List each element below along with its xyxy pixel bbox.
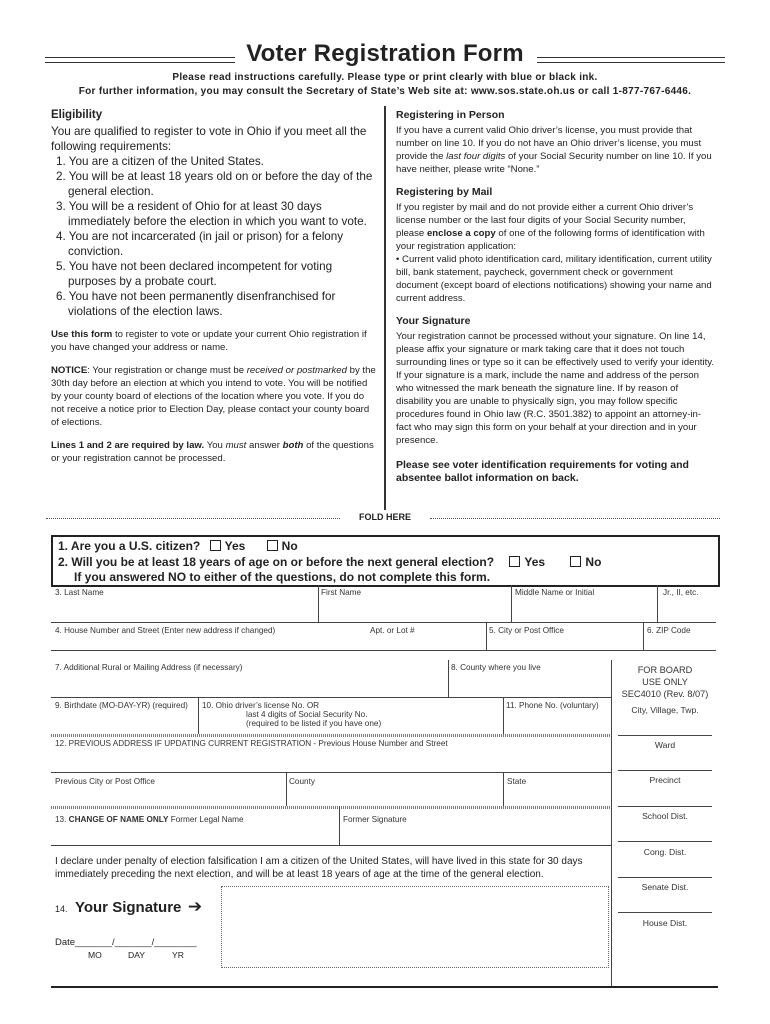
- eligibility-intro: You are qualified to register to vote in Ohio if you meet all the following requirements:: [51, 125, 367, 153]
- row-rule: [51, 845, 611, 846]
- col-rule: [339, 806, 340, 845]
- use-this-form-text: Use this form to register to vote or update your current Ohio registration if you have changed your address or name.: [51, 329, 367, 353]
- zip-field[interactable]: 6. ZIP Code: [647, 626, 691, 635]
- notice-text: NOTICE: Your registration or change must be received or postmarked by the 30th day before an election at which you intend to vote. You will be notified by your county board of elections of the location where you vote. If you do not receive a notice prior to Election Day, please contact your county board of elections.: [51, 365, 376, 428]
- register-in-person-text: If you have a current valid Ohio driver’s license, you must provide that number on line 10. If you do not have an Ohio driver’s license, you must provide the last four digits of your Social Security number on line 10. If you have neither, please write “None.”: [396, 125, 712, 175]
- signature-box[interactable]: [221, 886, 609, 968]
- row-rule: [51, 772, 611, 773]
- apt-field[interactable]: Apt. or Lot #: [370, 626, 415, 635]
- board-rule: [618, 735, 712, 736]
- form-bottom-rule: [51, 986, 718, 988]
- col-rule: [448, 660, 449, 697]
- county-field[interactable]: 8. County where you live: [451, 663, 541, 672]
- rural-address-field[interactable]: 7. Additional Rural or Mailing Address (if necessary): [55, 663, 243, 672]
- id-bullet: • Current valid photo identification card, military identification, current utility bill, bank statement, paycheck, government check or government document (except board of elections notifications) showing your name and current address.: [396, 254, 712, 304]
- col-rule: [486, 622, 487, 650]
- register-by-mail-heading: Registering by Mail: [396, 186, 493, 198]
- citizen-yes-checkbox[interactable]: [210, 540, 221, 551]
- question-citizen: 1. Are you a U.S. citizen? Yes No: [58, 539, 298, 553]
- requirement-item: 3. You will be a resident of Ohio for at least 30 days immediately before the election in which you want to vote.: [56, 200, 367, 228]
- row-rule: [51, 697, 611, 698]
- lines-required-text: Lines 1 and 2 are required by law. You must answer both of the questions or your registration cannot be processed.: [51, 440, 374, 464]
- requirement-item: 1. You are a citizen of the United States.: [56, 155, 264, 168]
- question-note: If you answered NO to either of the questions, do not complete this form.: [74, 570, 491, 584]
- previous-city-field[interactable]: Previous City or Post Office: [55, 777, 155, 786]
- col-rule: [318, 585, 319, 622]
- date-day-label: DAY: [128, 950, 146, 960]
- board-house-dist: House Dist.: [642, 918, 688, 928]
- board-use-header: FOR BOARD USE ONLY SEC4010 (Rev. 8/07): [621, 665, 709, 699]
- birthdate-field[interactable]: 9. Birthdate (MO-DAY-YR) (required): [55, 701, 188, 710]
- fold-line-left: [46, 518, 340, 519]
- board-column-rule: [611, 660, 612, 986]
- register-in-person-heading: Registering in Person: [396, 109, 505, 121]
- col-rule: [643, 622, 644, 650]
- board-ward: Ward: [654, 740, 676, 750]
- requirement-item: 6. You have not been permanently disenfranchised for violations of the election laws.: [56, 290, 336, 318]
- instructions-right: [396, 109, 716, 487]
- register-by-mail-text: If you register by mail and do not provide either a current Ohio driver’s license number or the last four digits of your Social Security number, please enclose a copy of one of the following forms of identification with your registration application:: [396, 202, 705, 252]
- previous-state-field[interactable]: State: [507, 777, 527, 786]
- page-title: Voter Registration Form: [0, 40, 770, 68]
- board-rule: [618, 770, 712, 771]
- requirements-list: [51, 154, 379, 319]
- date-month-label: MO: [88, 950, 102, 960]
- first-name-field[interactable]: First Name: [321, 588, 362, 597]
- former-signature-field[interactable]: Former Signature: [343, 815, 407, 824]
- voter-id-note: Please see voter identification requirements for voting and absentee ballot information on back.: [396, 459, 689, 484]
- city-field[interactable]: 5. City or Post Office: [489, 626, 564, 635]
- arrow-right-icon: ➔: [187, 897, 203, 916]
- col-rule: [198, 697, 199, 734]
- board-city-village: City, Village, Twp.: [631, 705, 699, 715]
- eligibility-heading: Eligibility: [51, 109, 103, 121]
- phone-field[interactable]: 11. Phone No. (voluntary): [506, 701, 599, 710]
- col-rule: [657, 585, 658, 622]
- your-signature-heading: Your Signature: [396, 315, 471, 327]
- board-rule: [618, 912, 712, 913]
- row-rule: [51, 650, 716, 651]
- date-year-label: YR: [172, 950, 184, 960]
- board-precinct: Precinct: [649, 775, 681, 785]
- board-rule: [618, 877, 712, 878]
- signature-label: 14. Your Signature ➔: [55, 897, 203, 916]
- declaration-text: I declare under penalty of election falsification I am a citizen of the United States, will have lived in this state for 30 days immediately preceding the next election, and will be at least 18 years of age at the time of the general election.: [55, 856, 583, 880]
- license-ssn-field[interactable]: 10. Ohio driver’s license No. OR last 4 digits of Social Security No. (required to be listed if you have one): [202, 701, 382, 728]
- board-rule: [618, 806, 712, 807]
- date-field[interactable]: Date_______/_______/________: [55, 937, 197, 948]
- board-cong-dist: Cong. Dist.: [643, 847, 687, 857]
- citizen-no-checkbox[interactable]: [267, 540, 278, 551]
- your-signature-text: Your registration cannot be processed without your signature. On line 14, please affix your signature or mark taking care that it does not touch surrounding lines or type so it can be effectively used to verify your identity. If your signature is a mark, include the name and address of the person who witnessed the mark beneath the signature line. If by reason of disability you are unable to physically sign, you may follow specific procedures found in Ohio law (R.C. 3501.382) to appoint an attorney-in-fact who may sign this form on your behalf at your direction and in your presence.: [396, 331, 715, 446]
- board-school-dist: School Dist.: [642, 811, 688, 821]
- col-rule: [511, 585, 512, 622]
- former-legal-name-field[interactable]: 13. CHANGE OF NAME ONLY Former Legal Name: [55, 815, 244, 824]
- instructions-left: [51, 109, 379, 465]
- row-rule: [51, 622, 716, 623]
- age-yes-checkbox[interactable]: [509, 556, 520, 567]
- requirement-item: 2. You will be at least 18 years old on or before the day of the general election.: [56, 170, 373, 198]
- last-name-field[interactable]: 3. Last Name: [55, 588, 104, 597]
- suffix-field[interactable]: Jr., II, etc.: [663, 588, 699, 597]
- fold-line-right: [430, 518, 720, 519]
- previous-county-field[interactable]: County: [289, 777, 315, 786]
- row-rule-hatched: [51, 806, 611, 809]
- column-divider: [384, 106, 386, 510]
- age-no-checkbox[interactable]: [570, 556, 581, 567]
- requirement-item: 4. You are not incarcerated (in jail or prison) for a felony conviction.: [56, 230, 344, 258]
- col-rule: [503, 772, 504, 806]
- fold-here-label: FOLD HERE: [340, 512, 430, 522]
- question-age: 2. Will you be at least 18 years of age on or before the next general election? Yes No: [58, 555, 602, 569]
- board-rule: [618, 841, 712, 842]
- subtitle-contact: For further information, you may consult the Secretary of State’s Web site at: www.sos.state.oh.us or call 1-877-767-6446.: [78, 86, 692, 97]
- col-rule: [503, 697, 504, 734]
- board-senate-dist: Senate Dist.: [641, 882, 689, 892]
- previous-address-field[interactable]: 12. PREVIOUS ADDRESS IF UPDATING CURRENT REGISTRATION - Previous House Number and Street: [55, 739, 448, 748]
- requirement-item: 5. You have not been declared incompetent for voting purposes by a probate court.: [56, 260, 333, 288]
- row-rule-hatched: [51, 734, 611, 737]
- col-rule: [286, 772, 287, 806]
- house-street-field[interactable]: 4. House Number and Street (Enter new address if changed): [55, 626, 276, 635]
- middle-name-field[interactable]: Middle Name or Initial: [515, 588, 595, 597]
- subtitle-instructions: Please read instructions carefully. Please type or print clearly with blue or black ink.: [172, 72, 598, 83]
